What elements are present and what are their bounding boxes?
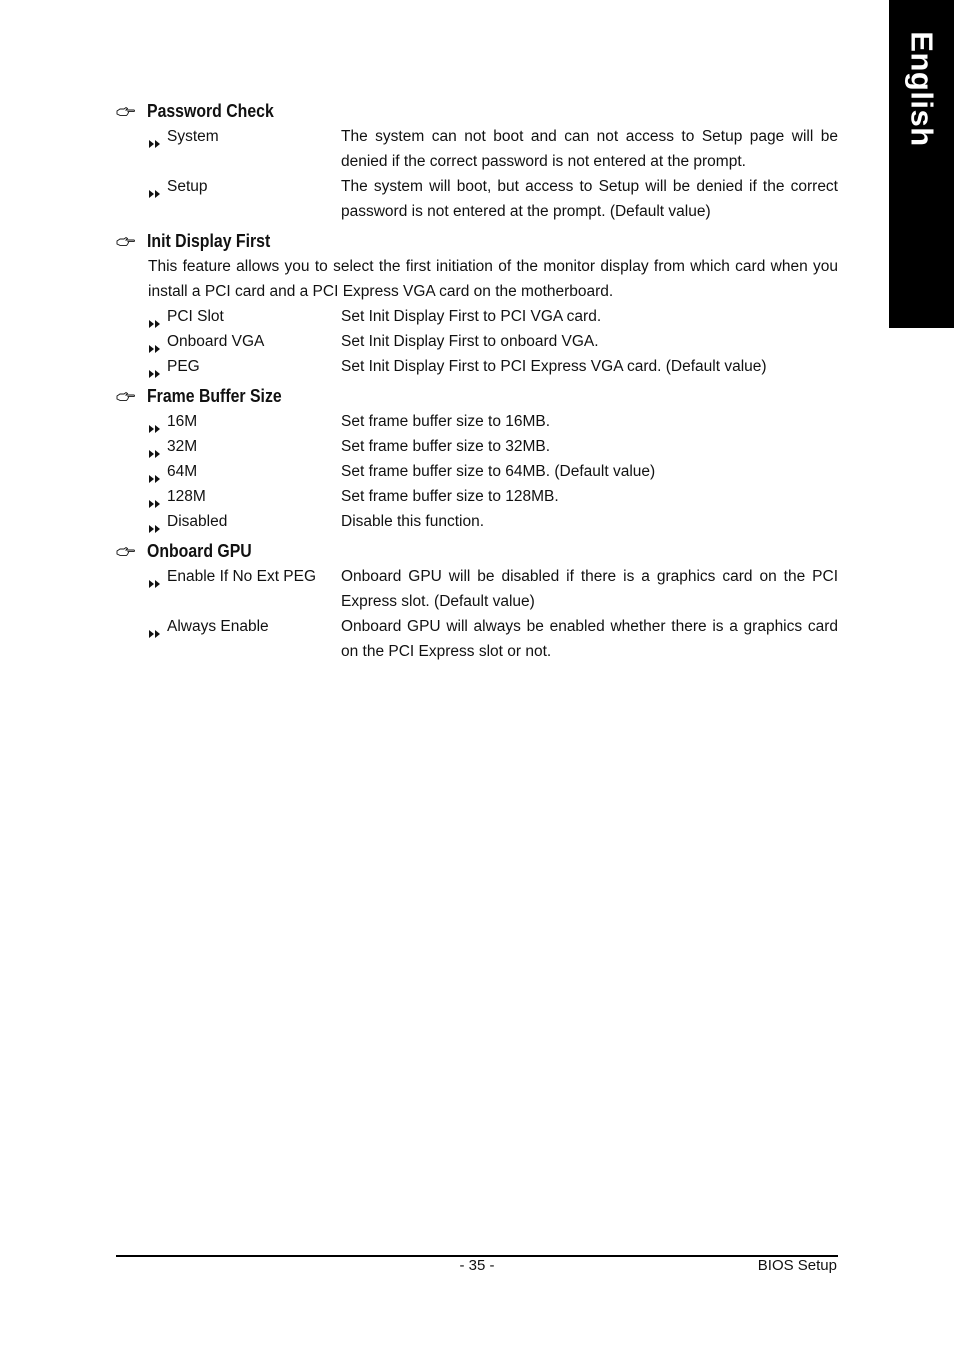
section — [116, 98, 838, 224]
option-name — [148, 614, 341, 639]
section-header — [116, 228, 838, 254]
option-row — [116, 329, 838, 354]
option-row — [116, 409, 838, 434]
option-label: Setup — [167, 178, 208, 195]
pointing-hand-icon — [116, 390, 136, 402]
option-label: Always Enable — [167, 618, 269, 635]
double-arrow-icon — [148, 132, 162, 142]
option-description: The system can not boot and can not access to Setup page will be denied if the correct password is not entered at the prompt. — [341, 128, 838, 170]
section-title: Frame Buffer Size — [147, 385, 282, 406]
double-arrow-icon — [148, 467, 162, 477]
option-row — [116, 484, 838, 509]
option-name — [148, 409, 341, 434]
section-header — [116, 538, 838, 564]
option-description: Set Init Display First to PCI Express VGA card. (Default value) — [341, 358, 767, 375]
option-name — [148, 329, 341, 354]
option-row — [116, 124, 838, 174]
option-name — [148, 509, 341, 534]
double-arrow-icon — [148, 312, 162, 322]
option-label: 16M — [167, 413, 198, 430]
option-name — [148, 564, 341, 589]
option-name — [148, 459, 341, 484]
option-label: PEG — [167, 358, 200, 375]
option-row — [116, 174, 838, 224]
option-description: Set frame buffer size to 16MB. — [341, 413, 551, 430]
option-row — [116, 304, 838, 329]
double-arrow-icon — [148, 362, 162, 372]
language-tab — [889, 0, 954, 328]
option-name — [148, 304, 341, 329]
option-description: Disable this function. — [341, 513, 485, 530]
option-row — [116, 434, 838, 459]
section — [116, 383, 838, 534]
option-name — [148, 354, 341, 379]
option-label: Disabled — [167, 513, 228, 530]
option-row — [116, 509, 838, 534]
option-row — [116, 354, 838, 379]
footer-label: BIOS Setup — [757, 1257, 837, 1274]
section-header — [116, 383, 838, 409]
double-arrow-icon — [148, 182, 162, 192]
option-label: Enable If No Ext PEG — [167, 568, 317, 585]
section-title: Onboard GPU — [147, 540, 252, 561]
option-row — [116, 459, 838, 484]
option-description: Onboard GPU will always be enabled whether there is a graphics card on the PCI Express slot or not. — [341, 618, 838, 660]
option-description: Set Init Display First to PCI VGA card. — [341, 308, 602, 325]
option-description: Set Init Display First to onboard VGA. — [341, 333, 599, 350]
page-content — [116, 98, 838, 668]
pointing-hand-icon — [116, 105, 136, 117]
double-arrow-icon — [148, 517, 162, 527]
double-arrow-icon — [148, 337, 162, 347]
option-description: The system will boot, but access to Setup will be denied if the correct password is not entered at the prompt. (Default value) — [341, 178, 838, 220]
section — [116, 538, 838, 664]
option-name — [148, 434, 341, 459]
language-tab-label: English — [904, 31, 940, 147]
double-arrow-icon — [148, 417, 162, 427]
double-arrow-icon — [148, 622, 162, 632]
double-arrow-icon — [148, 492, 162, 502]
option-label: System — [167, 128, 219, 145]
double-arrow-icon — [148, 442, 162, 452]
option-label: 64M — [167, 463, 198, 480]
option-label: 128M — [167, 488, 206, 505]
page-number: - 35 - — [459, 1257, 495, 1274]
option-description: Set frame buffer size to 128MB. — [341, 488, 559, 505]
option-name — [148, 174, 341, 199]
section-title: Password Check — [147, 100, 274, 121]
option-description: Set frame buffer size to 64MB. (Default value) — [341, 463, 656, 480]
pointing-hand-icon — [116, 545, 136, 557]
section-title: Init Display First — [147, 230, 271, 251]
option-row — [116, 564, 838, 614]
option-row — [116, 614, 838, 664]
option-name — [148, 124, 341, 149]
section-description: This feature allows you to select the first initiation of the monitor display from which card when you install a PCI card and a PCI Express VGA card on the motherboard. — [148, 258, 838, 300]
section-header — [116, 98, 838, 124]
option-label: 32M — [167, 438, 198, 455]
option-description: Set frame buffer size to 32MB. — [341, 438, 551, 455]
section — [116, 228, 838, 379]
option-label: Onboard VGA — [167, 333, 265, 350]
option-label: PCI Slot — [167, 308, 224, 325]
pointing-hand-icon — [116, 235, 136, 247]
double-arrow-icon — [148, 572, 162, 582]
option-description: Onboard GPU will be disabled if there is a graphics card on the PCI Express slot. (Default value) — [341, 568, 838, 610]
option-name — [148, 484, 341, 509]
